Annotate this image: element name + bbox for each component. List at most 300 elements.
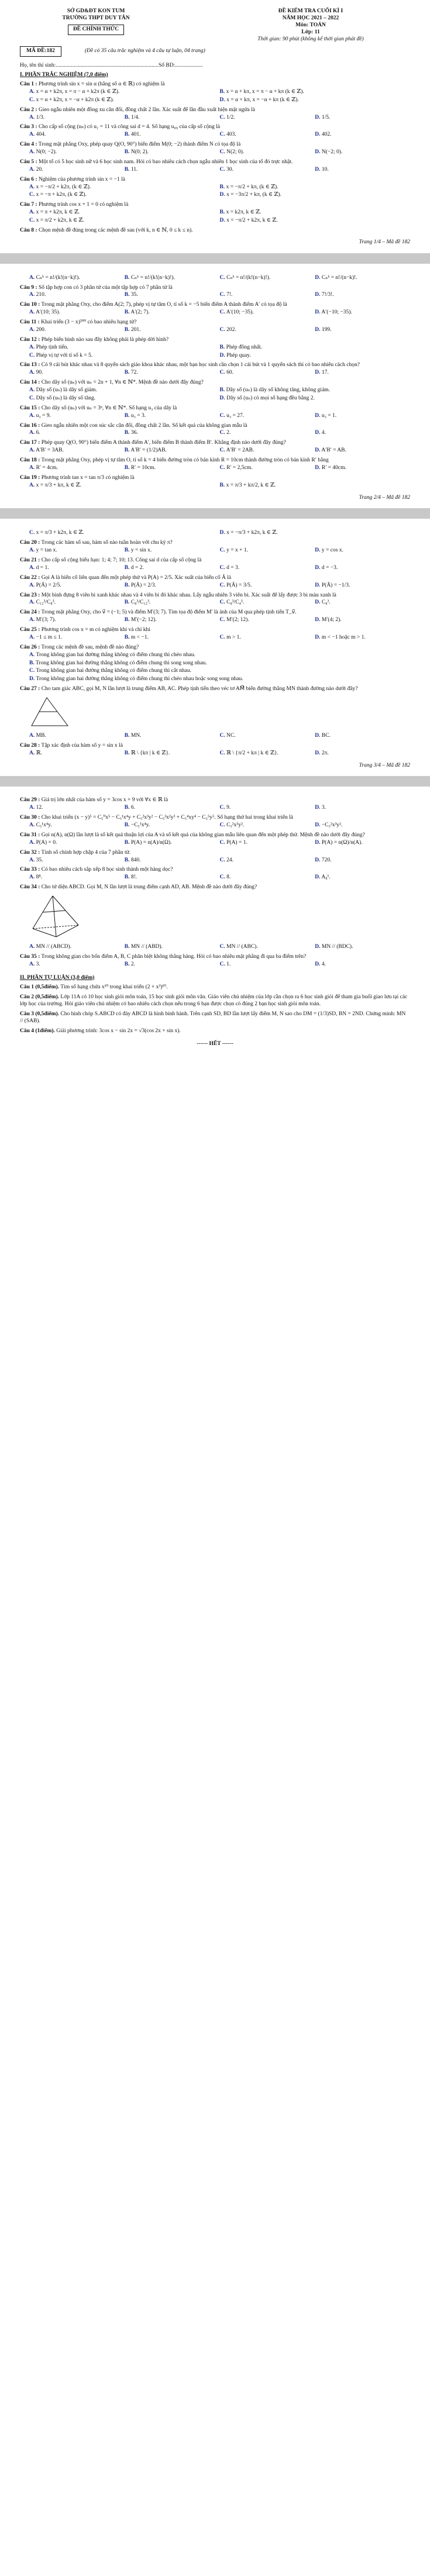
answer-option[interactable] <box>220 634 315 642</box>
answer-option[interactable] <box>220 149 315 157</box>
answer-option[interactable] <box>220 857 315 865</box>
option-letter: A. <box>29 326 35 333</box>
dept-name: SỞ GD&ĐT KON TUM <box>67 8 125 14</box>
answer-option[interactable] <box>29 131 125 139</box>
school-name: TRƯỜNG THPT DUY TÂN <box>62 15 130 21</box>
answer-options <box>29 599 410 607</box>
question-text: Phương trình cos x = m có nghiệm khi và chỉ khi <box>41 627 150 633</box>
answer-option[interactable] <box>125 149 220 157</box>
answer-option[interactable] <box>29 369 125 377</box>
answer-option[interactable] <box>29 395 220 403</box>
answer-option[interactable] <box>220 88 411 96</box>
option-text: M′(−2; 12). <box>130 617 157 623</box>
answer-option[interactable] <box>315 166 410 174</box>
option-text: x = α + kπ, x = π − α + kπ (k ∈ ℤ). <box>226 88 304 95</box>
answer-option[interactable] <box>220 822 315 830</box>
option-text: y = cos x. <box>321 547 343 554</box>
option-text: x = π/3 + kπ/2, k ∈ ℤ. <box>226 482 276 488</box>
answer-option[interactable] <box>220 395 411 403</box>
answer-option[interactable] <box>29 667 410 675</box>
question-stem <box>20 575 410 582</box>
question-text: Trong không gian cho bốn điểm A, B, C phân biệt không thẳng hàng. Hỏi có bao nhiêu mặt phẳng đi qua ba điểm trên? <box>41 953 307 960</box>
option-text: P(Ā) = 2/5. <box>36 582 61 588</box>
option-text: BC. <box>321 732 331 739</box>
question <box>20 380 410 403</box>
answer-option[interactable] <box>125 166 220 174</box>
option-letter: D. <box>315 292 321 298</box>
answer-option[interactable] <box>220 874 315 882</box>
answer-option[interactable] <box>220 369 315 377</box>
answer-option[interactable] <box>125 564 220 573</box>
exam-page <box>0 0 430 253</box>
answer-option[interactable] <box>220 732 315 740</box>
option-text: ℝ. <box>36 750 42 756</box>
answer-option[interactable] <box>220 184 411 192</box>
answer-option[interactable] <box>220 96 411 105</box>
answer-option[interactable] <box>125 447 220 455</box>
option-letter: A. <box>29 617 35 623</box>
option-letter: A. <box>29 430 35 436</box>
question <box>20 884 410 951</box>
question-stem <box>20 850 410 857</box>
answer-option[interactable] <box>125 547 220 555</box>
question-text: Cho tứ diện ABCD. Gọi M, N lần lượt là trung điểm cạnh AD, AB. Mệnh đề nào dưới đây đúng? <box>41 884 257 891</box>
code-row <box>20 43 410 57</box>
answer-options <box>29 166 410 174</box>
answer-option[interactable] <box>29 482 220 490</box>
question-text: Số tập hợp con có 3 phần tử của một tập hợp có 7 phần tử là <box>38 284 173 291</box>
answer-option[interactable] <box>315 464 410 473</box>
option-text: 404. <box>36 132 46 138</box>
answer-option[interactable] <box>29 464 125 473</box>
question-stem <box>20 457 410 464</box>
answer-option[interactable] <box>125 291 220 299</box>
answer-option[interactable] <box>29 651 410 660</box>
answer-options <box>29 750 410 758</box>
question <box>20 142 410 157</box>
option-letter: C. <box>219 943 225 950</box>
answer-option[interactable] <box>29 750 125 758</box>
exam-time: Thời gian: 90 phút (không kể thời gian phát đề) <box>257 36 364 42</box>
answer-option[interactable] <box>29 564 125 573</box>
option-text: 17. <box>321 370 329 376</box>
question-stem <box>20 177 410 184</box>
answer-option[interactable] <box>29 191 220 199</box>
answer-option[interactable] <box>125 616 220 625</box>
answer-option[interactable] <box>315 291 410 299</box>
answer-option[interactable] <box>125 274 220 282</box>
answer-option[interactable] <box>220 804 315 812</box>
question-number: Câu 35 : <box>20 953 40 960</box>
answer-option[interactable] <box>29 217 220 225</box>
answer-option[interactable] <box>315 599 410 607</box>
answer-option[interactable] <box>315 131 410 139</box>
question-stem <box>20 609 410 616</box>
answer-option[interactable] <box>315 564 410 573</box>
answer-option[interactable] <box>29 634 125 642</box>
option-letter: C. <box>219 166 225 173</box>
essay-question <box>20 1011 410 1025</box>
option-letter: D. <box>315 547 321 554</box>
page-separator <box>0 253 430 264</box>
answer-options <box>29 309 410 317</box>
answer-option[interactable] <box>220 429 315 437</box>
answer-option[interactable] <box>29 344 220 352</box>
answer-option[interactable] <box>29 429 125 437</box>
answer-option[interactable] <box>315 582 410 590</box>
option-letter: C. <box>219 857 225 863</box>
question-text: Tính số chỉnh hợp chập 4 của 7 phần tử. <box>41 849 131 856</box>
answer-option[interactable] <box>220 191 411 199</box>
question-text: Gọi A là biến cố liên quan đến một phép thử và P(A) = 2/5. Xác suất của biến cố Ā là <box>41 574 232 581</box>
answer-option[interactable] <box>125 369 220 377</box>
answer-option[interactable] <box>29 732 125 740</box>
answer-option[interactable] <box>220 839 315 847</box>
answer-option[interactable] <box>125 857 220 865</box>
answer-option[interactable] <box>125 822 220 830</box>
answer-option[interactable] <box>220 291 315 299</box>
option-text: N(−2; 0). <box>321 149 343 155</box>
answer-option[interactable] <box>29 114 125 122</box>
option-text: −C₅¹x⁴y. <box>130 822 150 828</box>
question-text: Cho tam giác ABC, gọi M, N lần lượt là trung điểm AB, AC. Phép tịnh tiến theo véc tơ AM⃗ biến đường thẳng MN thành đường nào dưới đây? <box>41 686 358 692</box>
option-text: y = sin x. <box>130 547 152 554</box>
option-letter: D. <box>315 132 321 138</box>
option-letter: A. <box>29 651 35 658</box>
answer-options <box>29 274 410 282</box>
answer-option[interactable] <box>220 599 315 607</box>
essay-number: Câu 3 (0,5điểm). <box>20 1011 60 1017</box>
option-text: Trong không gian hai đường thẳng không có điểm chung thì chéo nhau hoặc song song nhau. <box>36 676 243 682</box>
answer-option[interactable] <box>29 547 125 555</box>
answer-option[interactable] <box>29 822 125 830</box>
option-letter: C. <box>219 292 225 298</box>
answer-option[interactable] <box>315 429 410 437</box>
answer-option[interactable] <box>220 943 315 951</box>
answer-option[interactable] <box>315 149 410 157</box>
answer-option[interactable] <box>315 369 410 377</box>
option-text: Dãy số (uₙ) là dãy số tăng. <box>36 395 96 401</box>
answer-option[interactable] <box>315 943 410 951</box>
answer-option[interactable] <box>29 352 220 360</box>
answer-option[interactable] <box>125 326 220 334</box>
question <box>20 274 410 282</box>
answer-option[interactable] <box>315 309 410 317</box>
answer-option[interactable] <box>220 750 315 758</box>
answer-option[interactable] <box>29 88 220 96</box>
answer-options <box>29 634 410 642</box>
answer-option[interactable] <box>125 309 220 317</box>
option-text: P(A) = n(Ω)/n(A). <box>321 839 363 846</box>
exam-note: (Đề có 35 câu trắc nghiệm và 4 câu tự luận, 04 trang) <box>84 48 205 54</box>
answer-option[interactable] <box>125 114 220 122</box>
answer-option[interactable] <box>29 326 125 334</box>
option-letter: A. <box>29 634 35 640</box>
answer-option[interactable] <box>315 874 410 882</box>
option-letter: C. <box>29 530 35 536</box>
question-stem <box>20 954 410 961</box>
answer-option[interactable] <box>220 961 315 969</box>
option-text: 210. <box>36 292 46 298</box>
grade: Lớp: 11 <box>301 29 320 35</box>
option-letter: A. <box>29 464 35 471</box>
answer-option[interactable] <box>125 634 220 642</box>
answer-option[interactable] <box>29 209 220 217</box>
answer-option[interactable] <box>125 599 220 607</box>
exam-page <box>0 264 430 509</box>
exam-code: MÃ ĐỀ:182 <box>20 46 61 57</box>
answer-options <box>29 149 410 157</box>
option-text: A′(2; 7). <box>130 309 150 316</box>
question-stem <box>20 380 410 387</box>
answer-option[interactable] <box>220 582 315 590</box>
option-text: C₈³. <box>321 599 331 606</box>
answer-option[interactable] <box>315 634 410 642</box>
answer-options <box>29 839 410 847</box>
answer-option[interactable] <box>220 209 411 217</box>
answer-option[interactable] <box>125 429 220 437</box>
answer-option[interactable] <box>220 326 315 334</box>
answer-option[interactable] <box>29 943 125 951</box>
answer-option[interactable] <box>315 750 410 758</box>
answer-option[interactable] <box>29 874 125 882</box>
school-year: NĂM HỌC 2021 – 2022 <box>282 15 339 21</box>
option-letter: B. <box>124 292 130 298</box>
question-number: Câu 15 : <box>20 405 40 411</box>
option-text: 2. <box>226 430 231 436</box>
answer-option[interactable] <box>29 839 125 847</box>
answer-option[interactable] <box>220 564 315 573</box>
option-letter: B. <box>124 149 130 155</box>
answer-option[interactable] <box>29 149 125 157</box>
option-letter: A. <box>29 750 35 756</box>
answer-option[interactable] <box>29 96 220 105</box>
answer-option[interactable] <box>29 616 125 625</box>
answer-option[interactable] <box>29 412 125 420</box>
question-stem <box>20 557 410 564</box>
question <box>20 575 410 590</box>
answer-option[interactable] <box>29 184 220 192</box>
question-text: Một tổ có 5 học sinh nữ và 6 học sinh nam. Hỏi có bao nhiêu cách chọn ngẫu nhiên 1 học sinh của tổ đó trực nhật. <box>38 158 293 165</box>
answer-option[interactable] <box>29 857 125 865</box>
answer-option[interactable] <box>315 326 410 334</box>
answer-option[interactable] <box>125 961 220 969</box>
option-letter: A. <box>29 822 35 828</box>
question <box>20 954 410 969</box>
answer-option[interactable] <box>220 114 315 122</box>
option-letter: D. <box>315 149 321 155</box>
option-letter: D. <box>219 96 225 103</box>
option-text: −C₅²x³y². <box>321 822 343 828</box>
option-text: 1/3. <box>36 114 45 120</box>
option-text: 10. <box>321 166 329 173</box>
question-number: Câu 9 : <box>20 284 37 291</box>
answer-option[interactable] <box>220 482 411 490</box>
option-text: C₅²x³y². <box>226 822 245 828</box>
question-stem <box>20 592 410 599</box>
option-text: 20. <box>36 166 43 173</box>
answer-option[interactable] <box>29 675 410 684</box>
answer-option[interactable] <box>220 217 411 225</box>
option-text: 199. <box>321 326 332 333</box>
option-letter: B. <box>124 874 130 881</box>
question <box>20 159 410 174</box>
answer-option[interactable] <box>220 447 315 455</box>
question-text: Gieo ngẫu nhiên một đồng xu cân đối, đồng chất 2 lần. Xác suất để lần đầu xuất hiện mặt ngửa là <box>38 106 255 113</box>
answer-option[interactable] <box>315 961 410 969</box>
option-letter: A. <box>29 961 35 967</box>
answer-option[interactable] <box>29 309 125 317</box>
answer-option[interactable] <box>220 616 315 625</box>
option-text: 7!/3!. <box>321 292 334 298</box>
option-letter: D. <box>315 430 321 436</box>
question-stem <box>20 142 410 149</box>
option-letter: B. <box>124 943 130 950</box>
answer-option[interactable] <box>315 447 410 455</box>
option-letter: D. <box>315 750 321 756</box>
answer-option[interactable] <box>29 582 125 590</box>
question-figure <box>29 695 410 731</box>
option-letter: C. <box>219 274 225 281</box>
answer-option[interactable] <box>220 412 315 420</box>
answer-options <box>29 732 410 740</box>
answer-option[interactable] <box>315 804 410 812</box>
question-text: Nghiệm của phương trình sin x = −1 là <box>38 176 125 182</box>
option-letter: A. <box>29 599 35 606</box>
answer-options <box>29 943 410 951</box>
option-text: M′(2; 12). <box>226 617 249 623</box>
option-text: 2π. <box>321 750 329 756</box>
question-stem <box>20 423 410 430</box>
option-text: MN. <box>130 732 142 739</box>
option-letter: B. <box>219 482 225 488</box>
page-footer: Trang 3/4 – Mã đề 182 <box>359 762 410 768</box>
question-number: Câu 18 : <box>20 457 40 463</box>
question-text: Trong mặt phẳng Oxy, phép vị tự tâm O, tỉ số k = 4 biến đường tròn có bán kính R = 10cm thành đường tròn có bán kính R′ bằng <box>41 457 329 463</box>
question-number: Câu 6 : <box>20 176 37 182</box>
question-text: Phương trình cos x + 1 = 0 có nghiệm là <box>38 202 129 208</box>
question-stem <box>20 227 410 235</box>
answer-option[interactable] <box>220 352 411 360</box>
option-text: N(0; −2). <box>36 149 57 155</box>
answer-option[interactable] <box>29 804 125 812</box>
option-text: 30. <box>226 166 233 173</box>
answer-options <box>29 804 410 812</box>
answer-options <box>29 961 410 969</box>
exam-document <box>0 0 430 1055</box>
option-letter: B. <box>219 344 225 350</box>
answer-option[interactable] <box>125 839 220 847</box>
option-letter: A. <box>29 857 35 863</box>
answer-option[interactable] <box>220 309 315 317</box>
answer-options <box>29 874 410 882</box>
answer-option[interactable] <box>125 412 220 420</box>
option-text: x = −3π/2 + kπ, (k ∈ ℤ). <box>226 192 281 198</box>
question <box>20 867 410 882</box>
option-text: R′ = 40cm. <box>321 464 346 471</box>
answer-option[interactable] <box>29 387 220 395</box>
option-letter: D. <box>219 192 225 198</box>
answer-option[interactable] <box>220 547 315 555</box>
option-letter: D. <box>315 326 321 333</box>
answer-option[interactable] <box>220 344 411 352</box>
question <box>20 475 410 490</box>
option-letter: B. <box>124 732 130 739</box>
answer-option[interactable] <box>125 464 220 473</box>
triangle-figure <box>29 695 70 728</box>
answer-option[interactable] <box>29 961 125 969</box>
question-text: Cho cấp số cộng (uₙ) có u₁ = 11 và công sai d = 4. Số hạng u₉₉ của cấp số cộng là <box>38 124 221 130</box>
question-text: Cho cấp số cộng biểu hạn: 1; 4; 7; 10; 13. Công sai d của cấp số cộng là <box>41 557 202 563</box>
option-letter: B. <box>124 822 130 828</box>
answer-option[interactable] <box>315 732 410 740</box>
answer-option[interactable] <box>220 274 315 282</box>
option-text: x = π/3 + kπ, k ∈ ℤ. <box>36 482 81 488</box>
question-stem <box>20 440 410 447</box>
answer-option[interactable] <box>315 412 410 420</box>
answer-option[interactable] <box>125 874 220 882</box>
answer-option[interactable] <box>220 131 315 139</box>
page-separator <box>0 776 430 787</box>
option-letter: A. <box>29 387 35 393</box>
answer-option[interactable] <box>315 839 410 847</box>
answer-option[interactable] <box>315 274 410 282</box>
option-letter: C. <box>29 96 35 103</box>
answer-option[interactable] <box>125 943 220 951</box>
question-number: Câu 23 : <box>20 592 40 598</box>
answer-option[interactable] <box>125 804 220 812</box>
essay-question <box>20 1028 410 1035</box>
question <box>20 686 410 740</box>
option-text: x = α + k2π, x = π − α + k2π (k ∈ ℤ). <box>36 88 120 95</box>
answer-option[interactable] <box>29 291 125 299</box>
answer-option[interactable] <box>125 582 220 590</box>
answer-option[interactable] <box>125 750 220 758</box>
answer-option[interactable] <box>220 387 411 395</box>
answer-option[interactable] <box>315 616 410 625</box>
question <box>20 457 410 473</box>
option-letter: A. <box>29 370 35 376</box>
answer-option[interactable] <box>315 114 410 122</box>
question-text: Phương trình sin x = sin α (hằng số α ∈ ℝ) có nghiệm là <box>38 81 165 87</box>
option-letter: C. <box>219 732 225 739</box>
answer-option[interactable] <box>29 660 410 668</box>
answer-option[interactable] <box>315 547 410 555</box>
answer-option[interactable] <box>125 732 220 740</box>
option-text: x = π/3 + k2π, k ∈ ℤ. <box>36 530 84 536</box>
answer-option[interactable] <box>220 529 411 537</box>
question-stem <box>20 475 410 482</box>
answer-option[interactable] <box>29 529 220 537</box>
answer-option[interactable] <box>220 464 315 473</box>
answer-option[interactable] <box>315 822 410 830</box>
question-stem <box>20 107 410 114</box>
answer-option[interactable] <box>315 857 410 865</box>
answer-option[interactable] <box>29 447 125 455</box>
option-text: y = x + 1. <box>226 547 248 554</box>
option-letter: D. <box>219 395 225 401</box>
question <box>20 362 410 377</box>
question-text: Phương trình tan x = tan π/3 có nghiệm là <box>41 474 135 481</box>
answer-option[interactable] <box>125 131 220 139</box>
answer-option[interactable] <box>29 166 125 174</box>
answer-option[interactable] <box>29 274 125 282</box>
option-text: 9. <box>226 805 231 811</box>
answer-option[interactable] <box>29 599 125 607</box>
option-letter: D. <box>315 274 321 281</box>
answer-option[interactable] <box>220 166 315 174</box>
option-letter: B. <box>219 88 225 95</box>
